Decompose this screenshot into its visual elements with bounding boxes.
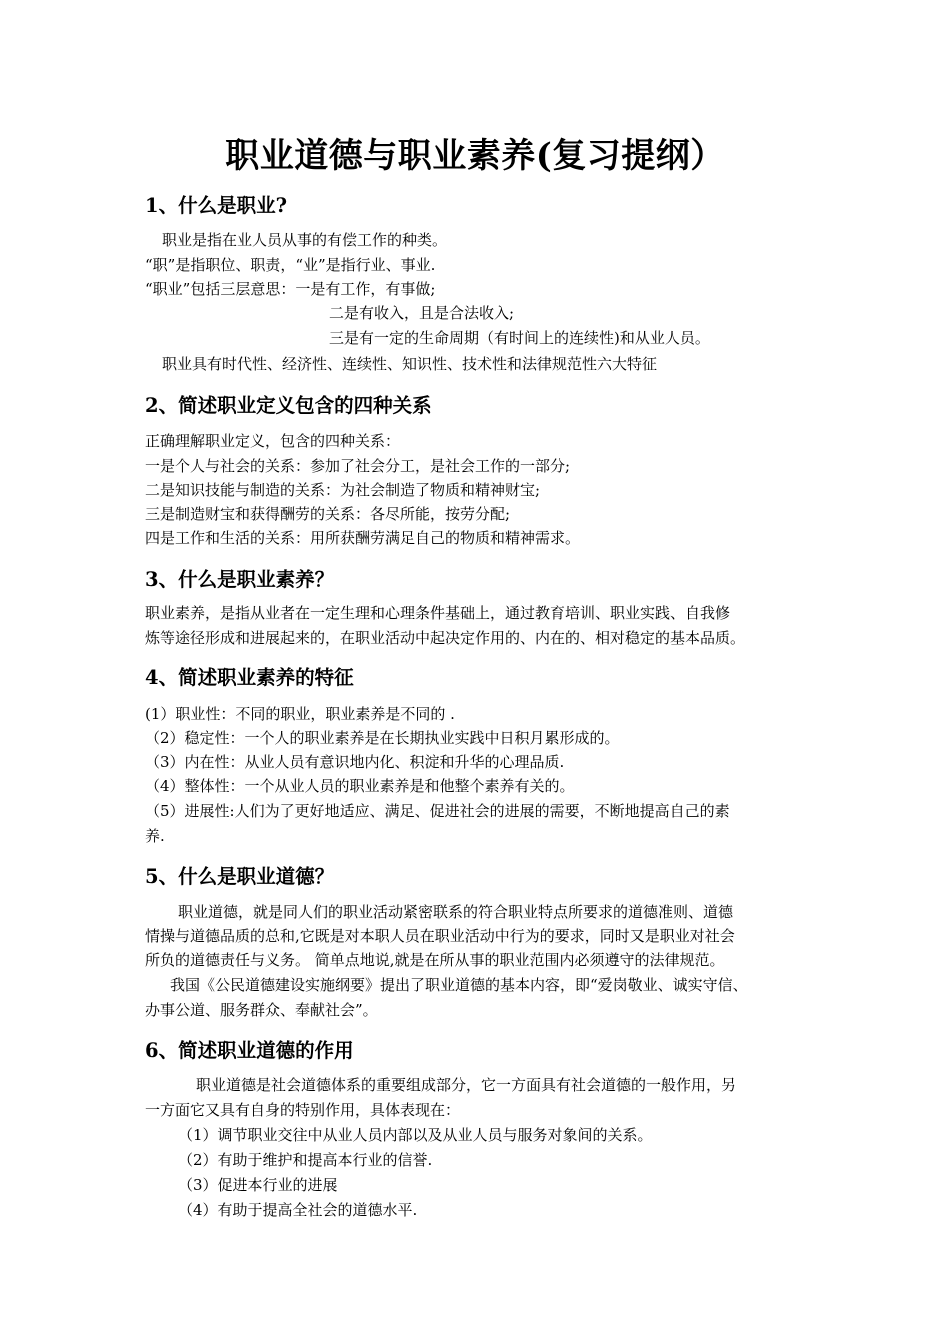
section-4-heading: 4、简述职业素养的特征 [145,666,354,689]
s4-line-4: （4）整体性：一个从业人员的职业素养是和他整个素养有关的。 [145,777,575,795]
s1-line-6: 职业具有时代性、经济性、连续性、知识性、技术性和法律规范性六大特征 [162,355,658,373]
s4-line-2: （2）稳定性：一个人的职业素养是在长期执业实践中日积月累形成的。 [145,729,620,747]
s6-line-2: 一方面它又具有自身的特别作用，具体表现在： [145,1101,461,1119]
s6-line-5: （3）促进本行业的进展 [178,1176,338,1194]
s6-line-6: （4）有助于提高全社会的道德水平. [178,1201,418,1219]
section-1-heading: 1、什么是职业? [145,194,287,217]
s4-line-3: （3）内在性：从业人员有意识地内化、积淀和升华的心理品质. [145,753,565,771]
section-3-heading: 3、什么是职业素养？ [145,568,335,591]
s1-line-4: 二是有收入，且是合法收入; [329,304,515,322]
document-title: 职业道德与职业素养(复习提纲） [225,136,725,176]
s5-line-4: 我国《公民道德建设实施纲要》提出了职业道德的基本内容，即“爱岗敬业、诚实守信、 [170,976,748,994]
s1-line-1: 职业是指在业人员从事的有偿工作的种类。 [162,231,448,249]
s2-line-4: 三是制造财宝和获得酬劳的关系：各尽所能，按劳分配; [145,505,511,523]
s2-line-1: 正确理解职业定义，包含的四种关系： [145,432,401,450]
s2-line-5: 四是工作和生活的关系：用所获酬劳满足自己的物质和精神需求。 [145,529,581,547]
s4-line-5: （5）进展性:人们为了更好地适应、满足、促进社会的进展的需要，不断地提高自己的素 [145,802,730,820]
s3-line-1: 职业素养，是指从业者在一定生理和心理条件基础上，通过教育培训、职业实践、自我修 [145,604,731,622]
s4-line-6: 养. [145,827,165,845]
s1-line-5: 三是有一定的生命周期（有时间上的连续性)和从业人员。 [329,329,710,347]
s5-line-5: 办事公道、服务群众、奉献社会”。 [145,1001,378,1019]
s6-line-1: 职业道德是社会道德体系的重要组成部分，它一方面具有社会道德的一般作用，另 [196,1076,737,1094]
s3-line-2: 炼等途径形成和进展起来的，在职业活动中起决定作用的、内在的、相对稳定的基本品质。 [145,629,746,647]
s2-line-2: 一是个人与社会的关系：参加了社会分工，是社会工作的一部分; [145,457,571,475]
section-6-heading: 6、简述职业道德的作用 [145,1039,354,1062]
s6-line-3: （1）调节职业交往中从业人员内部以及从业人员与服务对象间的关系。 [178,1126,653,1144]
s5-line-3: 所负的道德责任与义务。 简单点地说,就是在所从事的职业范围内必须遵守的法律规范。 [145,951,725,969]
s1-line-2: “职”是指职位、职责，“业”是指行业、事业. [145,256,436,274]
s4-line-1: (1）职业性：不同的职业，职业素养是不同的 . [145,705,455,723]
s2-line-3: 二是知识技能与制造的关系：为社会制造了物质和精神财宝; [145,481,541,499]
s1-line-3: “职业”包括三层意思：一是有工作，有事做; [145,280,436,298]
section-2-heading: 2、简述职业定义包含的四种关系 [145,394,432,417]
section-5-heading: 5、什么是职业道德？ [145,865,335,888]
s5-line-1: 职业道德，就是同人们的职业活动紧密联系的符合职业特点所要求的道德准则、道德 [178,903,734,921]
s6-line-4: （2）有助于维护和提高本行业的信誉. [178,1151,433,1169]
s5-line-2: 情操与道德品质的总和,它既是对本职人员在职业活动中行为的要求，同时又是职业对社会 [145,927,735,945]
